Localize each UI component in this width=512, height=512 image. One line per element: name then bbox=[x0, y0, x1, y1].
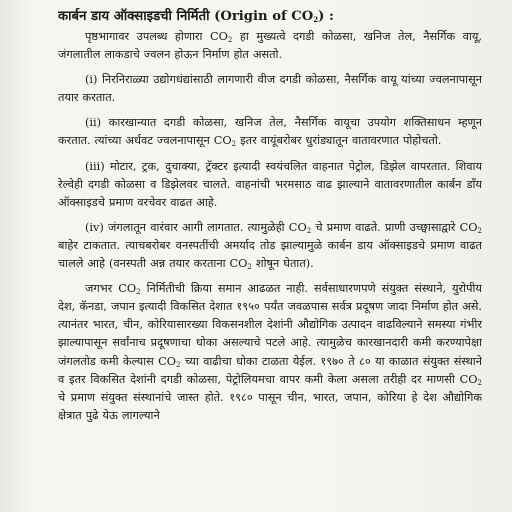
heading-subscript: 2 bbox=[313, 15, 319, 24]
subscript: 2 bbox=[247, 263, 252, 272]
page-content bbox=[58, 8, 482, 508]
subscript: 2 bbox=[477, 378, 482, 387]
text-run: शोषून घेतात). bbox=[251, 257, 314, 271]
heading-tail: ) : bbox=[318, 9, 334, 24]
subscript: 2 bbox=[136, 288, 141, 297]
paragraph-item-ii bbox=[58, 114, 482, 150]
paragraph-intro bbox=[58, 28, 482, 64]
subscript: 2 bbox=[306, 226, 312, 235]
heading-text: कार्बन डाय ऑक्साइडची निर्मिती (Origin of CO bbox=[58, 9, 314, 24]
subscript: 2 bbox=[231, 140, 237, 149]
text-run: (iv) जंगलातून वारंवार आगी लागतात. त्यामुळेही CO bbox=[85, 220, 307, 234]
text-run: चे प्रमाण संयुक्त संस्थानांचे जास्त होते. १९८० पासून चीन, भारत, जपान, कोरिया हे देश औद्योगिक क्षेत्रात पुढे येऊ लागल्याने bbox=[58, 390, 482, 422]
text-run: हा मुख्यत्वे दगडी कोळसा, खनिज तेल, नैसर्गिक वायू, जंगलातील लाकडाचे ज्वलन होऊन निर्माण होत असतो. bbox=[58, 30, 482, 62]
subscript: 2 bbox=[227, 36, 233, 44]
text-run: निर्मितीची क्रिया समान आढळत नाही. सर्वसाधारणपणे संयुक्त संस्थाने, युरोपीय देश, कॅनडा, जपान इत्यादी विकसित देशात १९५० पर्यंत जवळपास सर्वत्र प्रदूषण जादा निर्माण होत असे. त्यानंतर भारत, चीन, कोरियासारख्या विकसनशील देशांनी औद्योगिक उत्पादन वाढविल्याने समस्या गंभीर झाल्यापासून सर्वांनाच प्रदूषणाचा धोका असल्याचे पटले आहे. त्यामुळेच कारखानदारी कमी करण्यापेक्षा जंगलतोड कमी केल्यास CO bbox=[58, 282, 482, 368]
section-heading bbox=[58, 8, 482, 26]
text-run: (i) निरनिराळ्या उद्योगधंद्यांसाठी लागणारी वीज दगडी कोळसा, नैसर्गिक वायू यांच्या ज्वलनापासून तयार करतात. bbox=[58, 73, 482, 105]
paragraph-global bbox=[58, 280, 482, 425]
text-run: (ii) कारखान्यात दगडी कोळसा, खनिज तेल, नैसर्गिक वायूचा उपयोग शक्तिसाधन म्हणून करतात. त्यांच्या अर्धवट ज्वलनापासून CO bbox=[58, 116, 482, 148]
subscript: 2 bbox=[477, 226, 482, 235]
paragraph-item-iii bbox=[58, 158, 482, 212]
text-run: च्या वाढीचा धोका टाळता येईल. १९७० ते ८० या काळात संयुक्त संस्थाने व इतर विकसित देशांनी दगडी कोळसा, पेट्रोलियमचा वापर कमी केला असला तरीही दर माणसी CO bbox=[58, 354, 482, 386]
paragraph-item-iv bbox=[58, 219, 482, 273]
text-run: जगभर CO bbox=[85, 282, 137, 296]
text-run: चे प्रमाण वाढते. प्राणी उच्छ्वासाद्वारे CO bbox=[311, 220, 478, 234]
paragraph-item-i bbox=[58, 71, 482, 107]
text-run: बाहेर टाकतात. त्याचबरोबर वनस्पतींची अमर्याद तोड झाल्यामुळे कार्बन डाय ऑक्साइडचे प्रमाण वाढत चालले आहे (वनस्पती अन्न तयार करताना CO bbox=[58, 238, 482, 271]
text-run: पृष्ठभागावर उपलब्ध होणारा CO bbox=[85, 30, 228, 43]
text-run: (iii) मोटार, ट्रक, दुचाक्या, ट्रॅक्टर इत्यादी स्वयंचलित वाहनात पेट्रोल, डिझेल वापरतात. शिवाय रेल्वेही दगडी कोळसा व डिझेलवर चालते. वाहनांची भरमसाठ वाढ झाल्याने वातावरणातील कार्बन डाँय ऑक्साइडचे प्रमाण वरचेवर वाढत आहे. bbox=[58, 159, 482, 209]
subscript: 2 bbox=[176, 360, 181, 369]
text-run: इतर वायूंबरोबर धुरांड्यातून वातावरणात पोहोचतो. bbox=[236, 134, 442, 148]
